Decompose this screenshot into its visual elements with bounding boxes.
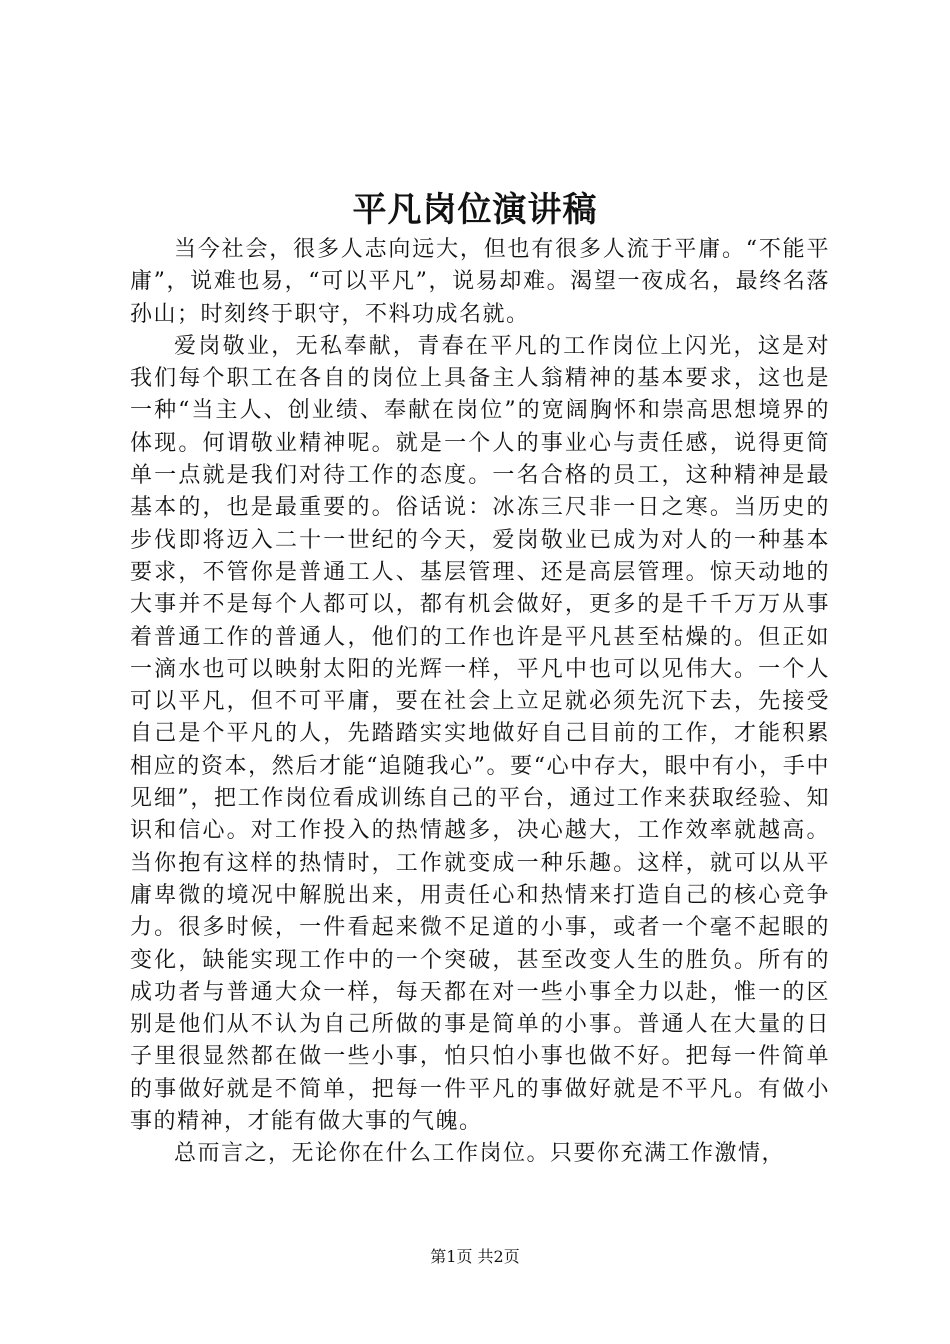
paragraph-3: 总而言之，无论你在什么工作岗位。只要你充满工作激情， xyxy=(174,1141,786,1167)
paragraph-2: 爱岗敬业，无私奉献，青春在平凡的工作岗位上闪光，这是对我们每个职工在各自的岗位上具备主人翁精神的基本要求，这也是一种“当主人、创业绩、奉献在岗位”的宽阔胸怀和崇高思想境界的体现。何谓敬业精神呢。就是一个人的事业心与责任感，说得更简单一点就是我们对待工作的态度。一名合格的员工，这种精神是最基本的，也是最重要的。俗话说：冰冻三尺非一日之寒。当历史的步伐即将迈入二十一世纪的今天，爱岗敬业已成为对人的一种基本要求，不管你是普通工人、基层管理、还是高层管理。惊天动地的大事并不是每个人都可以，都有机会做好，更多的是千千万万从事着普通工作的普通人，他们的工作也许是平凡甚至枯燥的。但正如一滴水也可以映射太阳的光辉一样，平凡中也可以见伟大。一个人可以平凡，但不可平庸，要在社会上立足就必须先沉下去，先接受自己是个平凡的人，先踏踏实实地做好自己目前的工作，才能积累相应的资本，然后才能“追随我心”。要“心中存大，眼中有小，手中见细”，把工作岗位看成训练自己的平台，通过工作来获取经验、知识和信心。对工作投入的热情越多，决心越大，工作效率就越高。当你抱有这样的热情时，工作就变成一种乐趣。这样，就可以从平庸卑微的境况中解脱出来，用责任心和热情来打造自己的核心竞争力。很多时候，一件看起来微不足道的小事，或者一个毫不起眼的变化，缺能实现工作中的一个突破，甚至改变人生的胜负。所有的成功者与普通大众一样，每天都在对一些小事全力以赴，惟一的区别是他们从不认为自己所做的事是简单的小事。普通人在大量的日子里很显然都在做一些小事，怕只怕小事也做不好。把每一件简单的事做好就是不简单，把每一件平凡的事做好就是不平凡。有做小事的精神，才能有做大事的气魄。 xyxy=(130,333,830,1135)
page-footer: 第1页 共2页 xyxy=(430,1247,520,1266)
document-body xyxy=(130,234,830,1171)
paragraph-1: 当今社会，很多人志向远大，但也有很多人流于平庸。“不能平庸”，说难也易，“可以平凡”，说易却难。渴望一夜成名，最终名落孙山；时刻终于职守，不料功成名就。 xyxy=(130,237,830,327)
document-title: 平凡岗位演讲稿 xyxy=(352,190,598,230)
